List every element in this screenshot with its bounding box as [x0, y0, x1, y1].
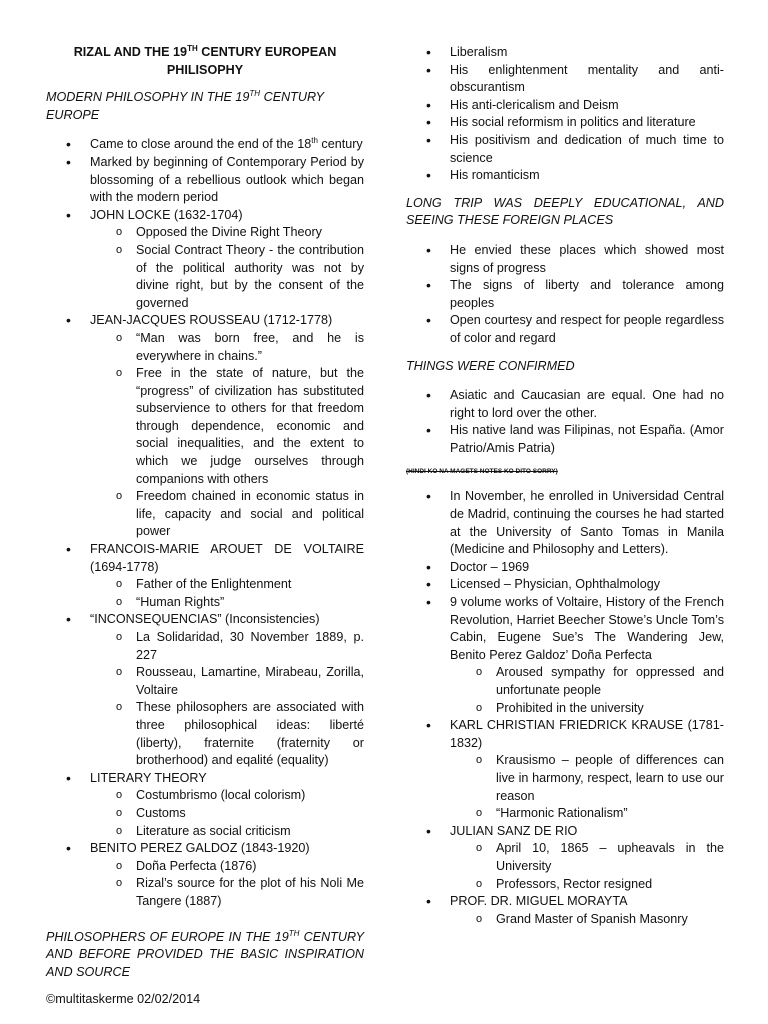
section-heading-philosophers-of-europe: PHILOSOPHERS OF EUROPE IN THE 19TH CENTURY AND BEFORE PROVIDED THE BASIC INSPIRATION AND SOURCE [46, 928, 364, 979]
sub-item: o Doña Perfecta (1876) [90, 858, 364, 876]
sub-item: o Father of the Enlightenment [90, 576, 364, 594]
bullet-list-trip [406, 242, 724, 348]
bullet-list-influences [406, 44, 724, 185]
sub-item: o Costumbrismo (local colorism) [90, 787, 364, 805]
bullet-list-confirmed [406, 387, 724, 457]
list-item-sanz-de-rio: • JULIAN SANZ DE RIO o April 10, 1865 – upheavals in the University o Professors, Rector resigned [406, 823, 724, 893]
sub-item: o Free in the state of nature, but the “progress” of civilization has substituted subservience to others for that freedom through dependence, economic and social inequalities, and the extent to which we judge ourselves through companions with others [90, 365, 364, 488]
section-heading-long-trip: LONG TRIP WAS DEEPLY EDUCATIONAL, AND SEEING THESE FOREIGN PLACES [406, 195, 724, 228]
section-heading-modern-philosophy: MODERN PHILOSOPHY IN THE 19TH CENTURY EUROPE [46, 89, 324, 122]
list-item: • Licensed – Physician, Ophthalmology [406, 576, 724, 594]
list-item-rousseau: • JEAN-JACQUES ROUSSEAU (1712-1778) o “Man was born free, and he is everywhere in chains.” o Free in the state of nature, but the “progress” of civilization has substituted subservience to others for that freedom through dependence, economic and social inequalities, and the extent to which we judge ourselves through companions with others o Freedom chained in economic status in life, capacity and social and political power [46, 312, 364, 541]
right-column [406, 44, 724, 928]
list-item-inconsequencias: • “INCONSEQUENCIAS” (Inconsistencies) o La Solidaridad, 30 November 1889, p. 227 o Rousseau, Lamartine, Mirabeau, Zorilla, Voltaire o These philosophers are associated with three philosophical ideas: liberté (liberty), fraternite (fraternity or brotherhood) and eqalité (equality) [46, 611, 364, 769]
sub-item: o Rizal’s source for the plot of his Noli Me Tangere (1887) [90, 875, 364, 910]
list-item-literary-theory: • LITERARY THEORY o Costumbrismo (local colorism) o Customs o Literature as social criticism [46, 770, 364, 840]
list-item-works: • 9 volume works of Voltaire, History of the French Revolution, Harriet Beecher Stowe’s Uncle Tom’s Cabin, Eugene Sue’s The Wandering Jew, Benito Perez Galdoz’ Doña Perfecta o Aroused sympathy for oppressed and unfortunate people o Prohibited in the university [406, 594, 724, 717]
sub-item: o Customs [90, 805, 364, 823]
sub-item: o Aroused sympathy for oppressed and unfortunate people [450, 664, 724, 699]
sub-item: o Freedom chained in economic status in life, capacity and social and political power [90, 488, 364, 541]
list-item-locke: • JOHN LOCKE (1632-1704) o Opposed the Divine Right Theory o Social Contract Theory - the contribution of the political authority was not by divine right, but by the consent of the governed [46, 207, 364, 313]
strikethrough-note: (HINDI KO NA MAGETS NOTES KO DITO SORRY) [406, 468, 558, 476]
list-item-krause: • KARL CHRISTIAN FRIEDRICK KRAUSE (1781-1832) o Krausismo – people of differences can live in harmony, respect, learn to use our reason o “Harmonic Rationalism” [406, 717, 724, 823]
sub-item: o April 10, 1865 – upheavals in the University [450, 840, 724, 875]
sub-item: o La Solidaridad, 30 November 1889, p. 227 [90, 629, 364, 664]
list-item: • Open courtesy and respect for people regardless of color and regard [406, 312, 724, 347]
sub-item: o Krausismo – people of differences can live in harmony, respect, learn to use our reason [450, 752, 724, 805]
list-item: • Liberalism [406, 44, 724, 62]
list-item: • His romanticism [406, 167, 724, 185]
list-item: • In November, he enrolled in Universidad Central de Madrid, continuing the courses he had started at the University of Santo Tomas in Manila (Medicine and Philosophy and Letters). [406, 488, 724, 558]
list-item: • The signs of liberty and tolerance among peoples [406, 277, 724, 312]
sub-item: o These philosophers are associated with three philosophical ideas: liberté (liberty), fraternite (fraternity or brotherhood) and eqalité (equality) [90, 699, 364, 769]
sub-item: o “Human Rights” [90, 594, 364, 612]
list-item: • Marked by beginning of Contemporary Period by blossoming of a rebellious outlook which began with the modern period [46, 154, 364, 207]
sub-item: o Grand Master of Spanish Masonry [450, 911, 724, 929]
left-column [46, 44, 364, 993]
section-heading-things-confirmed: THINGS WERE CONFIRMED [406, 358, 575, 373]
list-item-morayta: • PROF. DR. MIGUEL MORAYTA o Grand Master of Spanish Masonry [406, 893, 724, 928]
list-item: • He envied these places which showed most signs of progress [406, 242, 724, 277]
sub-item: o Professors, Rector resigned [450, 876, 724, 894]
list-item-voltaire: • FRANCOIS-MARIE AROUET DE VOLTAIRE (1694-1778) o Father of the Enlightenment o “Human Rights” [46, 541, 364, 611]
sub-item: o Social Contract Theory - the contribution of the political authority was not by divine right, but by the consent of the governed [90, 242, 364, 312]
list-item: • His social reformism in politics and literature [406, 114, 724, 132]
list-item: • Came to close around the end of the 18th century [46, 136, 364, 154]
list-item: • His positivism and dedication of much time to science [406, 132, 724, 167]
bullet-list-madrid [406, 488, 724, 928]
list-item-galdoz: • BENITO PEREZ GALDOZ (1843-1920) o Doña Perfecta (1876) o Rizal’s source for the plot of his Noli Me Tangere (1887) [46, 840, 364, 910]
sub-item: o Prohibited in the university [450, 700, 724, 718]
list-item: • Doctor – 1969 [406, 559, 724, 577]
copyright-footer: ©multitaskerme 02/02/2014 [46, 992, 201, 1006]
bullet-list-philosophers [46, 136, 364, 910]
sub-item: o Opposed the Divine Right Theory [90, 224, 364, 242]
sub-item: o Rousseau, Lamartine, Mirabeau, Zorilla, Voltaire [90, 664, 364, 699]
list-item: • Asiatic and Caucasian are equal. One had no right to lord over the other. [406, 387, 724, 422]
document-title: RIZAL AND THE 19TH CENTURY EUROPEAN PHILISOPHY [73, 43, 337, 77]
sub-item: o “Man was born free, and he is everywhere in chains.” [90, 330, 364, 365]
list-item: • His anti-clericalism and Deism [406, 97, 724, 115]
list-item: • His native land was Filipinas, not España. (Amor Patrio/Amis Patria) [406, 422, 724, 457]
sub-item: o Literature as social criticism [90, 823, 364, 841]
list-item: • His enlightenment mentality and anti-obscurantism [406, 62, 724, 97]
sub-item: o “Harmonic Rationalism” [450, 805, 724, 823]
